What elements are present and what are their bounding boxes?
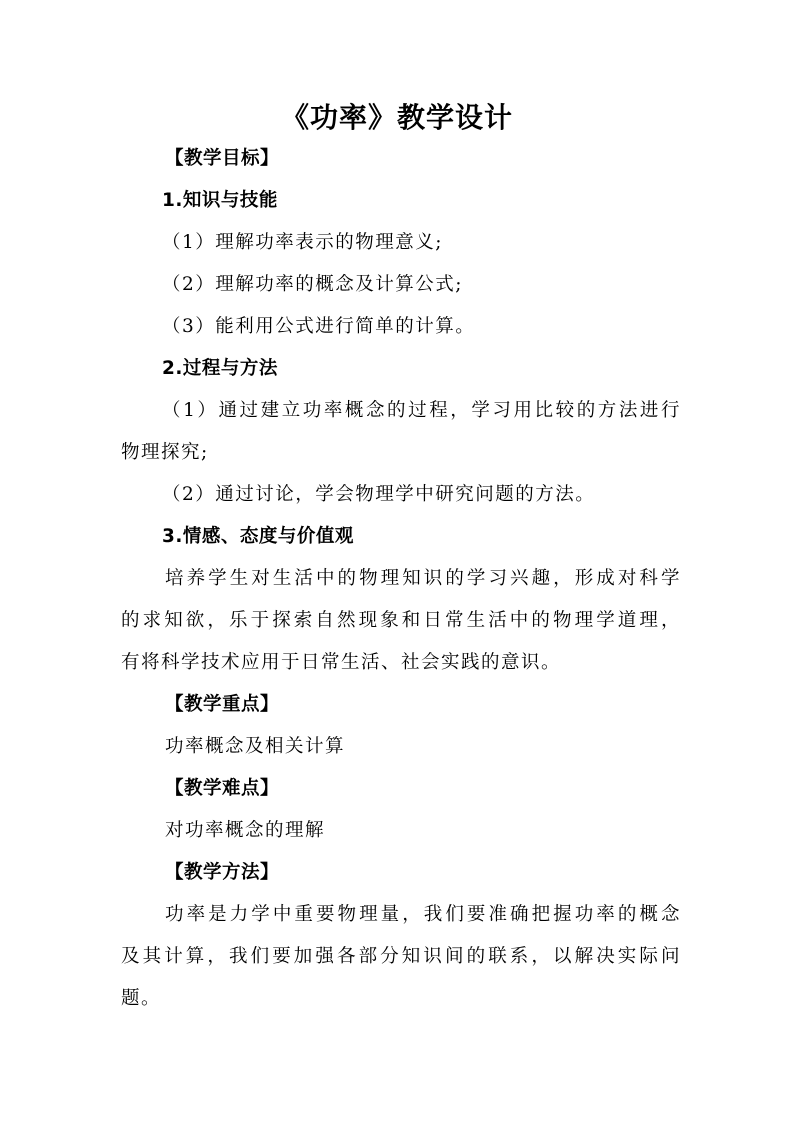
method-line: 题。 xyxy=(121,988,162,1009)
method-heading: 【教学方法】 xyxy=(165,862,280,883)
process-heading: 2.过程与方法 xyxy=(162,358,278,379)
objectives-heading: 【教学目标】 xyxy=(165,148,280,169)
document-title: 《功率》教学设计 xyxy=(280,101,513,134)
method-line: 功率是力学中重要物理量，我们要准确把握功率的概念 xyxy=(165,904,681,925)
knowledge-item: （2）理解功率的概念及计算公式; xyxy=(162,274,464,295)
emotion-line: 的求知欲，乐于探索自然现象和日常生活中的物理学道理， xyxy=(121,610,681,631)
key-points-text: 功率概念及相关计算 xyxy=(165,736,346,757)
emotion-line: 有将科学技术应用于日常生活、社会实践的意识。 xyxy=(121,652,562,673)
emotion-line: 培养学生对生活中的物理知识的学习兴趣，形成对科学 xyxy=(165,568,681,589)
knowledge-item: （1）理解功率表示的物理意义; xyxy=(162,232,444,253)
process-item: （2）通过讨论，学会物理学中研究问题的方法。 xyxy=(162,484,596,505)
method-line: 及其计算，我们要加强各部分知识间的联系，以解决实际问 xyxy=(121,946,681,967)
knowledge-heading: 1.知识与技能 xyxy=(162,190,278,211)
difficulty-text: 对功率概念的理解 xyxy=(165,820,326,841)
process-item-line: 物理探究; xyxy=(121,442,209,463)
difficulty-heading: 【教学难点】 xyxy=(165,778,280,799)
knowledge-item: （3）能利用公式进行简单的计算。 xyxy=(162,316,476,337)
key-points-heading: 【教学重点】 xyxy=(165,694,280,715)
emotion-heading: 3.情感、态度与价值观 xyxy=(162,526,354,547)
process-item-line: （1）通过建立功率概念的过程，学习用比较的方法进行 xyxy=(162,400,681,421)
